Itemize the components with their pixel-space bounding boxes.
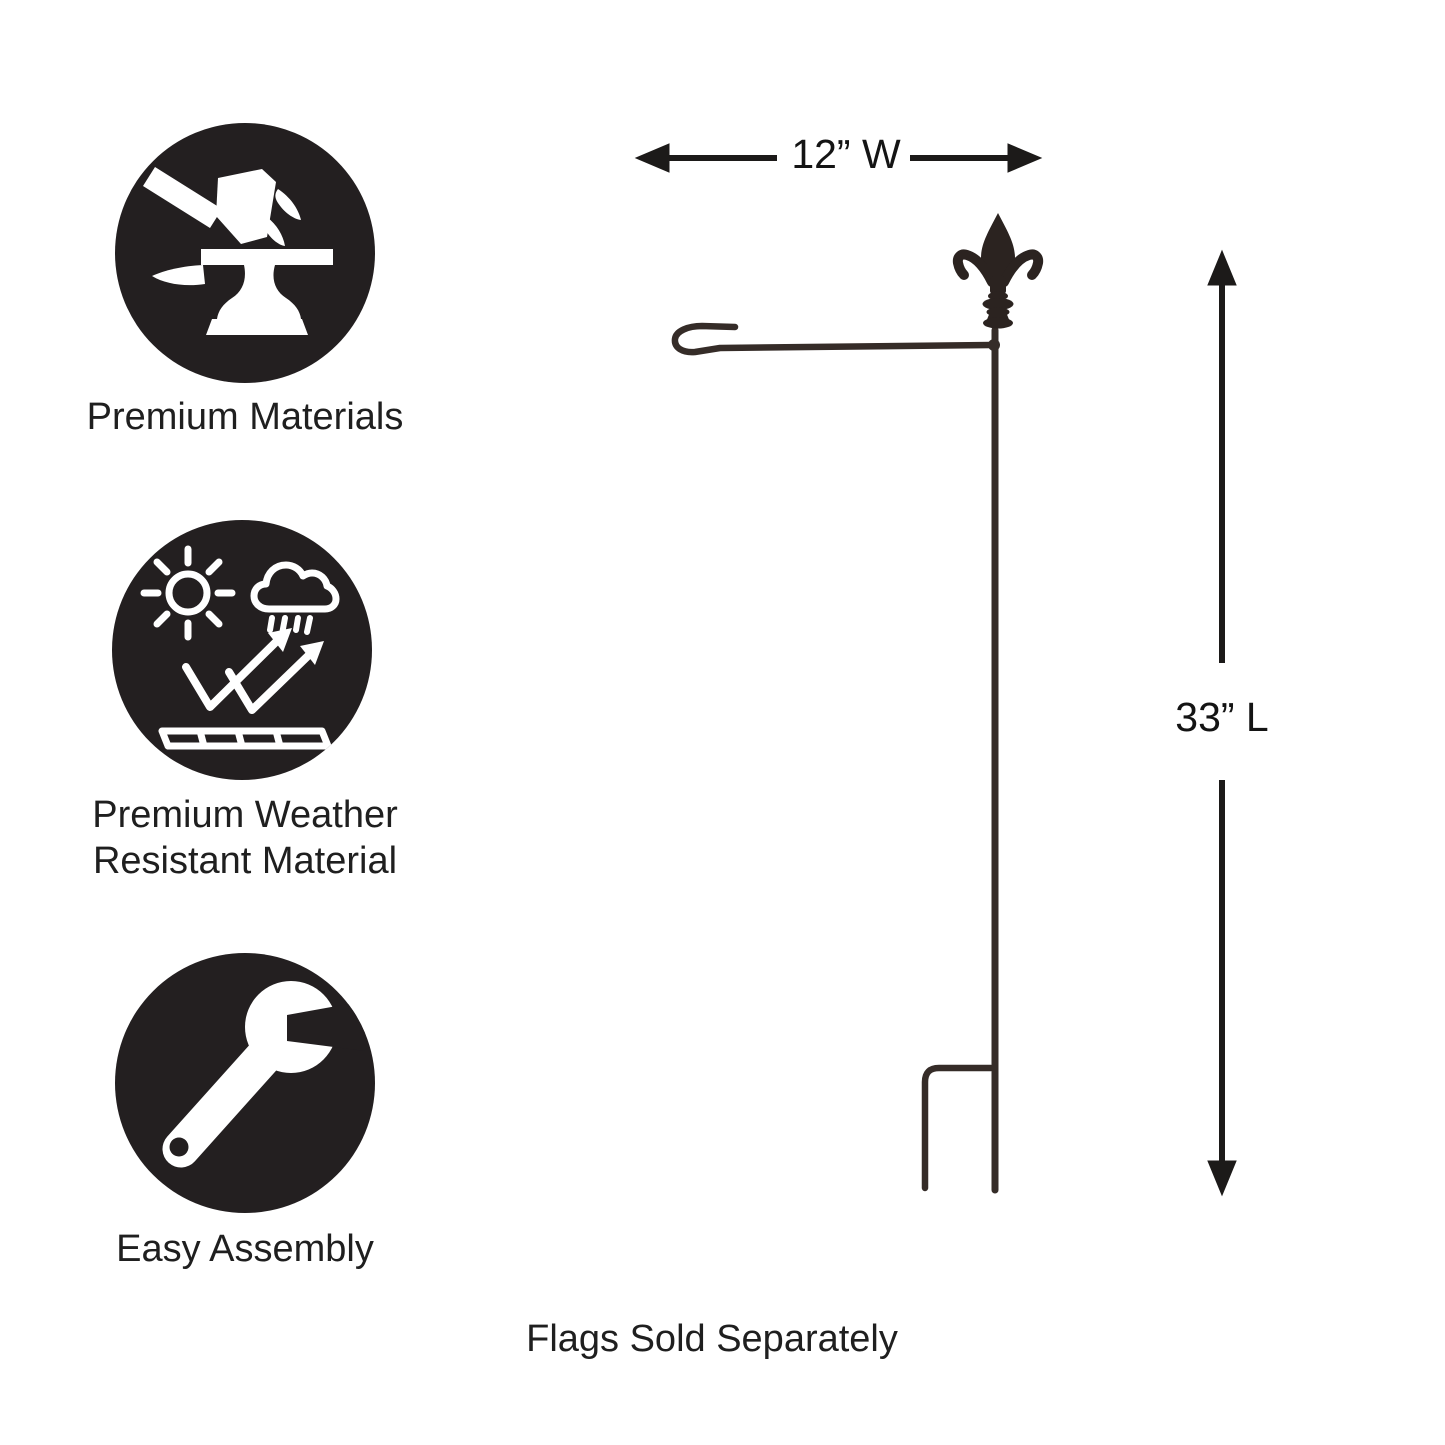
flag-stand [675, 213, 1038, 1190]
feature-caption-line: Resistant Material [92, 840, 398, 882]
arrow-down-head [1208, 1161, 1236, 1195]
finial-stem [990, 276, 1006, 294]
fleur-de-lis-finial [958, 213, 1038, 329]
arrow-left-head [636, 144, 669, 172]
flags-sold-separately-note: Flags Sold Separately [526, 1318, 898, 1360]
width-dimension-label: 12” W [791, 131, 901, 177]
length-dimension-label: 33” L [1175, 694, 1269, 740]
stand-hanger-arm [675, 326, 991, 352]
arrow-up-head [1208, 251, 1236, 285]
finial-base-ring [983, 318, 1013, 329]
arm-joint [988, 339, 1000, 351]
feature-caption-line: Premium Materials [86, 396, 404, 438]
feature-caption-line: Premium Weather [92, 794, 398, 836]
stand-stabilizer-leg [925, 1068, 991, 1188]
arrow-right-head [1008, 144, 1041, 172]
feature-caption-line: Easy Assembly [116, 1228, 374, 1270]
